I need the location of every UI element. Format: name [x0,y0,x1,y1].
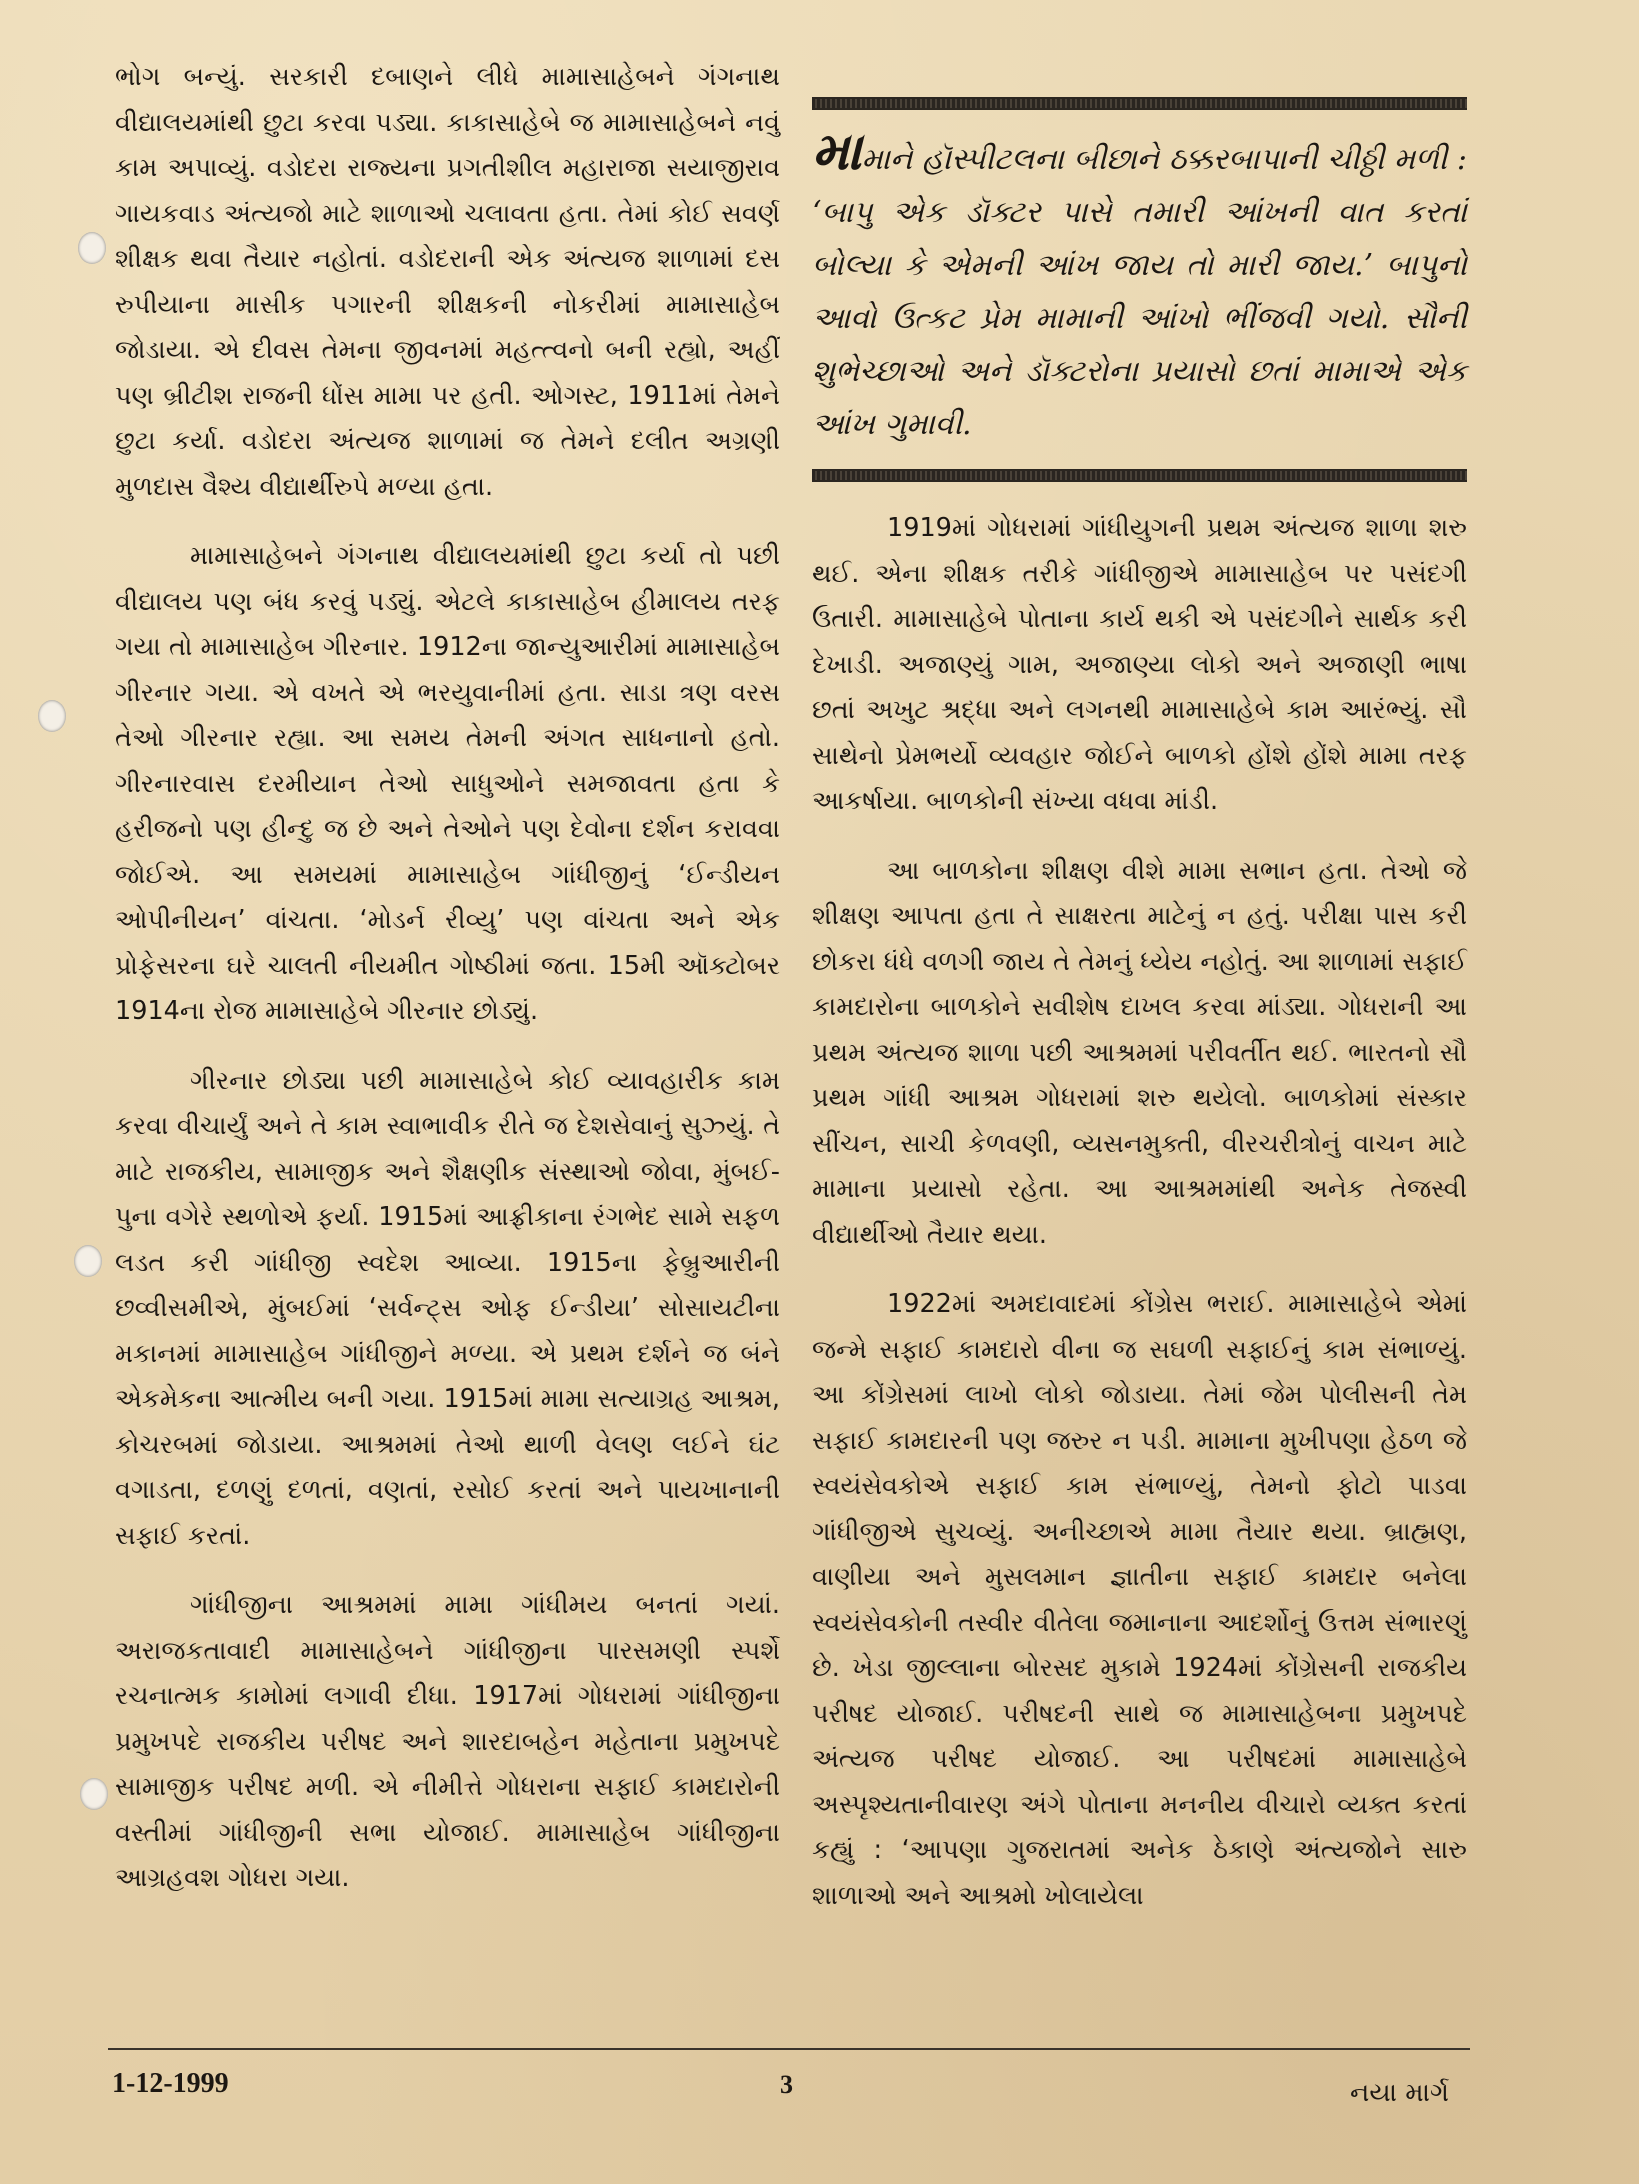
callout-text: માને હૉસ્પીટલના બીછાને ઠક્કરબાપાની ચીઠ્ઠી મળી : ‘બાપુ એક ડૉક્ટર પાસે તમારી આંખની વાત કરતાં બોલ્યા કે એમની આંખ જાય તો મારી જાય.’ બાપુનો આવો ઉત્કટ પ્રેમ મામાની આંખો ભીંજવી ગયો. સૌની શુભેચ્છાઓ અને ડૉક્ટરોના પ્રયાસો છતાં મામાએ એક આંખ ગુમાવી. [812,142,1467,442]
right-column [812,97,1467,1943]
callout-top-rule [812,97,1467,110]
binding-hole-lower [74,1245,102,1277]
page-number: 3 [780,2070,793,2099]
right-paragraph-3: 1922માં અમદાવાદમાં કોંગ્રેસ ભરાઈ. મામાસાહેબે એમાં જન્મે સફાઈ કામદારો વીના જ સઘળી સફાઈનું કામ સંભાળ્યું. આ કોંગ્રેસમાં લાખો લોકો જોડાયા. તેમાં જેમ પોલીસની તેમ સફાઈ કામદારની પણ જરુર ન પડી. મામાના મુખીપણા હેઠળ જે સ્વયંસેવકોએ સફાઈ કામ સંભાળ્યું, તેમનો ફોટો પાડવા ગાંધીજીએ સુચવ્યું. અનીચ્છાએ મામા તૈયાર થયા. બ્રાહ્મણ, વાણીયા અને મુસલમાન જ્ઞાતીના સફાઈ કામદાર બનેલા સ્વયંસેવકોની તસ્વીર વીતેલા જમાનાના આદર્શોનું ઉત્તમ સંભારણું છે. ખેડા જીલ્લાના બોરસદ મુકામે 1924માં કોંગ્રેસની રાજકીય પરીષદ યોજાઈ. પરીષદની સાથે જ મામાસાહેબના પ્રમુખપદે અંત્યજ પરીષદ યોજાઈ. આ પરીષદમાં મામાસાહેબે અસ્પૃશ્યતાનીવારણ અંગે પોતાના મનનીય વીચારો વ્યક્ત કરતાં કહ્યું : ‘આપણા ગુજરાતમાં અનેક ઠેકાણે અંત્યજોને સારુ શાળાઓ અને આશ્રમો ખોલાયેલા [812,1289,1467,1911]
magazine-name: નયા માર્ગ [1350,2078,1450,2108]
binding-hole-bottom [80,1778,108,1810]
binding-hole-top [78,232,106,264]
callout-dropcap: મા [812,122,862,182]
highlight-callout [812,122,1467,451]
left-column [115,55,780,1926]
binding-hole-middle [38,700,66,732]
right-paragraph-2: આ બાળકોના શીક્ષણ વીશે મામા સભાન હતા. તેઓ જે શીક્ષણ આપતા હતા તે સાક્ષરતા માટેનું ન હતું. પરીક્ષા પાસ કરી છોકરા ધંધે વળગી જાય તે તેમનું ધ્યેય નહોતું. આ શાળામાં સફાઈ કામદારોના બાળકોને સવીશેષ દાખલ કરવા માંડ્યા. ગોધરાની આ પ્રથમ અંત્યજ શાળા પછી આશ્રમમાં પરીવર્તીત થઈ. ભારતનો સૌ પ્રથમ ગાંધી આશ્રમ ગોધરામાં શરુ થયેલો. બાળકોમાં સંસ્કાર સીંચન, સાચી કેળવણી, વ્યસનમુક્તી, વીરચરીત્રોનું વાચન માટે મામાના પ્રયાસો રહેતા. આ આશ્રમમાંથી અનેક તેજસ્વી વીદ્યાર્થીઓ તૈયાર થયા. [812,855,1467,1250]
left-paragraph-3: ગીરનાર છોડ્યા પછી મામાસાહેબે કોઈ વ્યાવહારીક કામ કરવા વીચાર્યું અને તે કામ સ્વાભાવીક રીતે જ દેશસેવાનું સુઝ્યું. તે માટે રાજકીય, સામાજીક અને શૈક્ષણીક સંસ્થાઓ જોવા, મુંબઈ-પુના વગેરે સ્થળોએ ફર્યા. 1915માં આફ્રીકાના રંગભેદ સામે સફળ લડત કરી ગાંધીજી સ્વદેશ આવ્યા. 1915ના ફેબ્રુઆરીની છવ્વીસમીએ, મુંબઈમાં ‘સર્વન્ટ્સ ઓફ ઈન્ડીયા’ સોસાયટીના મકાનમાં મામાસાહેબ ગાંધીજીને મળ્યા. એ પ્રથમ દર્શને જ બંને એકમેકના આત્મીય બની ગયા. 1915માં મામા સત્યાગ્રહ આશ્રમ, કોચરબમાં જોડાયા. આશ્રમમાં તેઓ થાળી વેલણ લઈને ઘંટ વગાડતા, દળણું દળતાં, વણતાં, રસોઈ કરતાં અને પાયખાનાની સફાઈ કરતાં. [115,1065,780,1551]
left-paragraph-4: ગાંધીજીના આશ્રમમાં મામા ગાંધીમય બનતાં ગયાં. અરાજકતાવાદી મામાસાહેબને ગાંધીજીના પારસમણી સ્પર્શે રચનાત્મક કામોમાં લગાવી દીધા. 1917માં ગોધરામાં ગાંધીજીના પ્રમુખપદે રાજકીય પરીષદ અને શારદાબહેન મહેતાના પ્રમુખપદે સામાજીક પરીષદ મળી. એ નીમીત્તે ગોધરાના સફાઈ કામદારોની વસ્તીમાં ગાંધીજીની સભા યોજાઈ. મામાસાહેબ ગાંધીજીના આગ્રહવશ ગોધરા ગયા. [115,1590,780,1893]
footer-rule [108,2048,1470,2050]
left-paragraph-1: ભોગ બન્યું. સરકારી દબાણને લીધે મામાસાહેબને ગંગનાથ વીદ્યાલયમાંથી છુટા કરવા પડ્યા. કાકાસાહેબે જ મામાસાહેબને નવું કામ અપાવ્યું. વડોદરા રાજ્યના પ્રગતીશીલ મહારાજા સયાજીરાવ ગાયકવાડ અંત્યજો માટે શાળાઓ ચલાવતા હતા. તેમાં કોઈ સવર્ણ શીક્ષક થવા તૈયાર નહોતાં. વડોદરાની એક અંત્યજ શાળામાં દસ રુપીયાના માસીક પગારની શીક્ષકની નોકરીમાં મામાસાહેબ જોડાયા. એ દીવસ તેમના જીવનમાં મહત્ત્વનો બની રહ્યો, અહીં પણ બ્રીટીશ રાજની ધોંસ મામા પર હતી. ઓગસ્ટ, 1911માં તેમને છુટા કર્યા. વડોદરા અંત્યજ શાળામાં જ તેમને દલીત અગ્રણી મુળદાસ વૈશ્ય વીદ્યાર્થીરુપે મળ્યા હતા. [115,62,780,502]
callout-bottom-rule [812,469,1467,482]
right-paragraph-1: 1919માં ગોધરામાં ગાંધીયુગની પ્રથમ અંત્યજ શાળા શરુ થઈ. એના શીક્ષક તરીકે ગાંધીજીએ મામાસાહેબ પર પસંદગી ઉતારી. મામાસાહેબે પોતાના કાર્ય થકી એ પસંદગીને સાર્થક કરી દેખાડી. અજાણ્યું ગામ, અજાણ્યા લોકો અને અજાણી ભાષા છતાં અખુટ શ્રદ્ધા અને લગનથી મામાસાહેબે કામ આરંભ્યું. સૌ સાથેનો પ્રેમભર્યો વ્યવહાર જોઈને બાળકો હોંશે હોંશે મામા તરફ આકર્ષાયા. બાળકોની સંખ્યા વધવા માંડી. [812,513,1467,816]
issue-date: 1-12-1999 [112,2068,229,2099]
left-paragraph-2: મામાસાહેબને ગંગનાથ વીદ્યાલયમાંથી છુટા કર્યા તો પછી વીદ્યાલય પણ બંધ કરવું પડ્યું. એટલે કાકાસાહેબ હીમાલય તરફ ગયા તો મામાસાહેબ ગીરનાર. 1912ના જાન્યુઆરીમાં મામાસાહેબ ગીરનાર ગયા. એ વખતે એ ભરયુવાનીમાં હતા. સાડા ત્રણ વરસ તેઓ ગીરનાર રહ્યા. આ સમય તેમની અંગત સાધનાનો હતો. ગીરનારવાસ દરમીયાન તેઓ સાધુઓને સમજાવતા હતા કે હરીજનો પણ હીન્દુ જ છે અને તેઓને પણ દેવોના દર્શન કરાવવા જોઈએ. આ સમયમાં મામાસાહેબ ગાંધીજીનું ‘ઈન્ડીયન ઓપીનીયન’ વાંચતા. ‘મોડર્ન રીવ્યુ’ પણ વાંચતા અને એક પ્રોફેસરના ઘરે ચાલતી નીયમીત ગોષ્ઠીમાં જતા. 15મી ઑક્ટોબર 1914ના રોજ મામાસાહેબે ગીરનાર છોડ્યું. [115,541,780,1026]
